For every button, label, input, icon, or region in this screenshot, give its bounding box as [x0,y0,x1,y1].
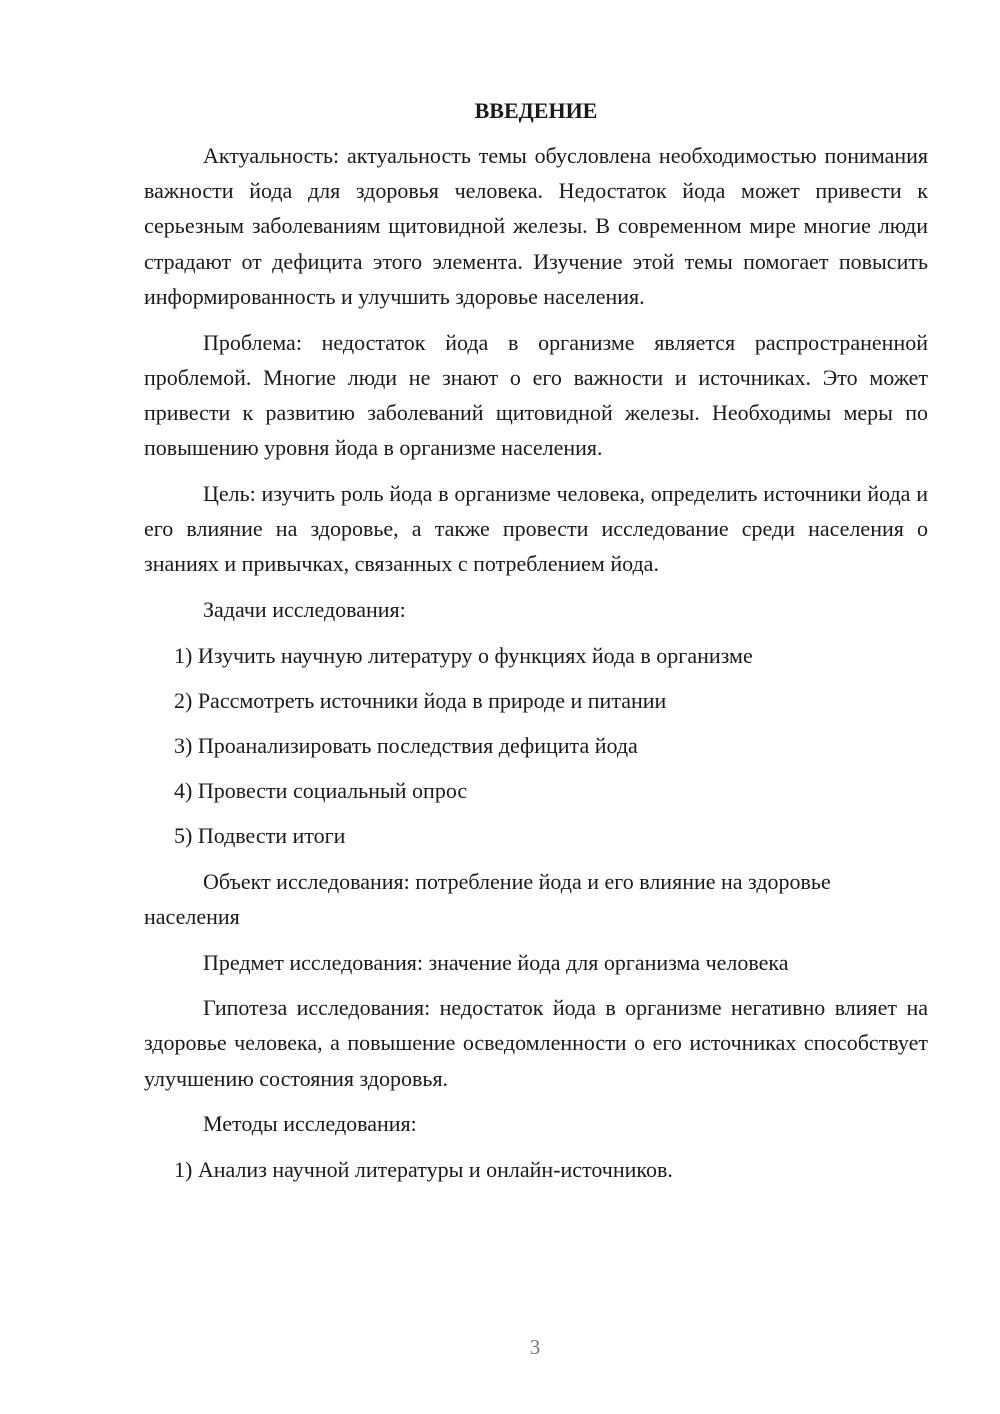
method-item: 1) Анализ научной литературы и онлайн-источников. [174,1157,673,1183]
subject-paragraph: Предмет исследования: значение йода для организма человека [203,949,789,975]
task-item: 5) Подвести итоги [174,823,346,849]
page-number: 3 [529,1335,541,1359]
object-paragraph: Объект исследования: потребление йода и его влияние на здоровье населения [144,868,831,929]
methods-title: Методы исследования: [203,1111,417,1137]
tasks-title: Задачи исследования: [203,596,406,622]
relevance-paragraph: Актуальность: актуальность темы обусловлена необходимостью понимания важности йода для здоровья человека. Недостаток йода может привести к серьезным заболеваниям щитовидной железы. В современном мире многие люди страдают от дефицита этого элемента. Изучение этой темы помогает повысить информированность и улучшить здоровье населения. [144,143,928,309]
page-content [144,93,928,1197]
hypothesis-paragraph: Гипотеза исследования: недостаток йода в организме негативно влияет на здоровье человека, а повышение осведомленности о его источниках способствует улучшению состояния здоровья. [144,995,928,1091]
task-item: 4) Провести социальный опрос [174,778,468,804]
task-item: 1) Изучить научную литературу о функциях йода в организме [174,642,753,668]
task-item: 2) Рассмотреть источники йода в природе и питании [174,687,667,713]
section-heading: ВВЕДЕНИЕ [474,98,598,123]
task-item: 3) Проанализировать последствия дефицита йода [174,733,638,759]
problem-paragraph: Проблема: недостаток йода в организме является распространенной проблемой. Многие люди не знают о его важности и источниках. Это может привести к развитию заболеваний щитовидной железы. Необходимы меры по повышению уровня йода в организме населения. [144,329,928,461]
goal-paragraph: Цель: изучить роль йода в организме человека, определить источники йода и его влияние на здоровье, а также провести исследование среди населения о знаниях и привычках, связанных с потреблением йода. [144,480,928,577]
